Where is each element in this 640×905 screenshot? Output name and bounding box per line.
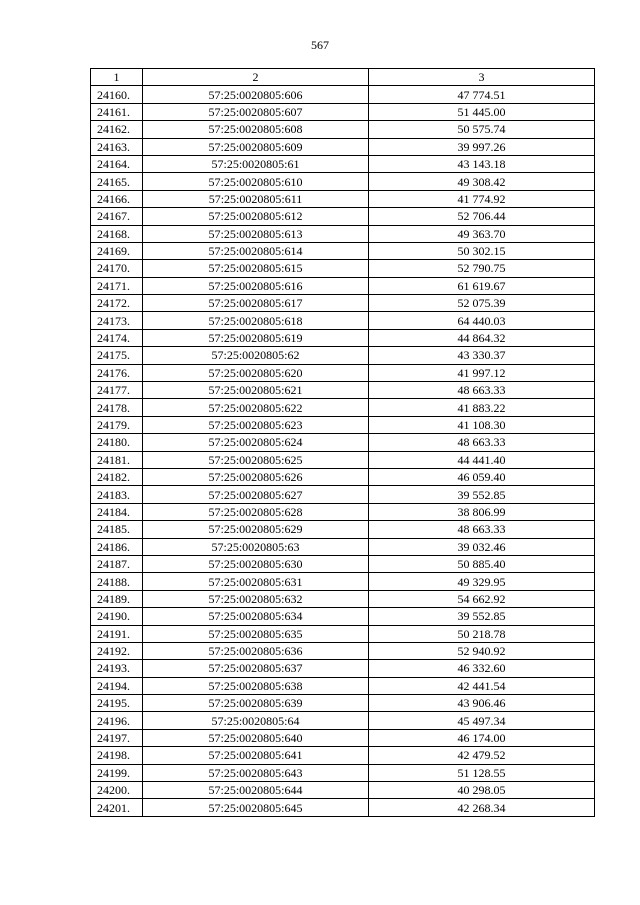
- row-number: 24169.: [91, 242, 143, 259]
- area-value: 49 308.42: [369, 173, 595, 190]
- cadastral-number: 57:25:0020805:636: [143, 642, 369, 659]
- row-number: 24183.: [91, 486, 143, 503]
- column-header-3: 3: [369, 69, 595, 86]
- table-row: [91, 799, 595, 816]
- cadastral-number: 57:25:0020805:635: [143, 625, 369, 642]
- column-header-1: 1: [91, 69, 143, 86]
- area-value: 44 441.40: [369, 451, 595, 468]
- table-row: [91, 225, 595, 242]
- row-number: 24197.: [91, 729, 143, 746]
- cadastral-number: 57:25:0020805:63: [143, 538, 369, 555]
- area-value: 49 363.70: [369, 225, 595, 242]
- area-value: 50 575.74: [369, 121, 595, 138]
- area-value: 42 268.34: [369, 799, 595, 816]
- row-number: 24190.: [91, 608, 143, 625]
- row-number: 24179.: [91, 416, 143, 433]
- cadastral-number: 57:25:0020805:629: [143, 521, 369, 538]
- cadastral-number: 57:25:0020805:630: [143, 555, 369, 572]
- table-row: [91, 712, 595, 729]
- table-row: [91, 642, 595, 659]
- row-number: 24176.: [91, 364, 143, 381]
- area-value: 41 883.22: [369, 399, 595, 416]
- cadastral-number: 57:25:0020805:624: [143, 434, 369, 451]
- area-value: 39 032.46: [369, 538, 595, 555]
- cadastral-number: 57:25:0020805:613: [143, 225, 369, 242]
- page-number: 567: [311, 38, 329, 52]
- row-number: 24165.: [91, 173, 143, 190]
- table-row: [91, 86, 595, 103]
- row-number: 24164.: [91, 155, 143, 172]
- area-value: 50 885.40: [369, 555, 595, 572]
- area-value: 49 329.95: [369, 573, 595, 590]
- row-number: 24178.: [91, 399, 143, 416]
- table-row: [91, 312, 595, 329]
- table-row: [91, 208, 595, 225]
- table-row: [91, 764, 595, 781]
- row-number: 24187.: [91, 555, 143, 572]
- area-value: 47 774.51: [369, 86, 595, 103]
- cadastral-number: 57:25:0020805:607: [143, 103, 369, 120]
- table-row: [91, 242, 595, 259]
- table-row: [91, 260, 595, 277]
- cadastral-number: 57:25:0020805:626: [143, 468, 369, 485]
- row-number: 24163.: [91, 138, 143, 155]
- row-number: 24191.: [91, 625, 143, 642]
- area-value: 46 059.40: [369, 468, 595, 485]
- cadastral-number: 57:25:0020805:634: [143, 608, 369, 625]
- table-row: [91, 347, 595, 364]
- area-value: 64 440.03: [369, 312, 595, 329]
- row-number: 24167.: [91, 208, 143, 225]
- row-number: 24185.: [91, 521, 143, 538]
- cadastral-number: 57:25:0020805:608: [143, 121, 369, 138]
- table-row: [91, 434, 595, 451]
- table-row: [91, 486, 595, 503]
- register-table: [90, 68, 595, 817]
- row-number: 24172.: [91, 295, 143, 312]
- cadastral-number: 57:25:0020805:616: [143, 277, 369, 294]
- area-value: 52 075.39: [369, 295, 595, 312]
- table-row: [91, 295, 595, 312]
- table-row: [91, 155, 595, 172]
- table-row: [91, 364, 595, 381]
- area-value: 52 790.75: [369, 260, 595, 277]
- area-value: 42 441.54: [369, 677, 595, 694]
- area-value: 48 663.33: [369, 521, 595, 538]
- table-row: [91, 399, 595, 416]
- cadastral-number: 57:25:0020805:640: [143, 729, 369, 746]
- cadastral-number: 57:25:0020805:619: [143, 329, 369, 346]
- row-number: 24198.: [91, 747, 143, 764]
- cadastral-number: 57:25:0020805:617: [143, 295, 369, 312]
- table-row: [91, 538, 595, 555]
- table-row: [91, 729, 595, 746]
- cadastral-number: 57:25:0020805:64: [143, 712, 369, 729]
- area-value: 61 619.67: [369, 277, 595, 294]
- table-row: [91, 660, 595, 677]
- cadastral-number: 57:25:0020805:614: [143, 242, 369, 259]
- row-number: 24174.: [91, 329, 143, 346]
- area-value: 52 940.92: [369, 642, 595, 659]
- cadastral-number: 57:25:0020805:638: [143, 677, 369, 694]
- cadastral-number: 57:25:0020805:643: [143, 764, 369, 781]
- row-number: 24192.: [91, 642, 143, 659]
- row-number: 24189.: [91, 590, 143, 607]
- area-value: 41 108.30: [369, 416, 595, 433]
- cadastral-number: 57:25:0020805:631: [143, 573, 369, 590]
- area-value: 54 662.92: [369, 590, 595, 607]
- area-value: 43 906.46: [369, 695, 595, 712]
- row-number: 24177.: [91, 382, 143, 399]
- row-number: 24186.: [91, 538, 143, 555]
- table-row: [91, 451, 595, 468]
- cadastral-number: 57:25:0020805:618: [143, 312, 369, 329]
- table-row: [91, 555, 595, 572]
- cadastral-number: 57:25:0020805:637: [143, 660, 369, 677]
- row-number: 24162.: [91, 121, 143, 138]
- cadastral-number: 57:25:0020805:623: [143, 416, 369, 433]
- area-value: 45 497.34: [369, 712, 595, 729]
- table-row: [91, 121, 595, 138]
- table-row: [91, 173, 595, 190]
- row-number: 24201.: [91, 799, 143, 816]
- cadastral-number: 57:25:0020805:645: [143, 799, 369, 816]
- row-number: 24195.: [91, 695, 143, 712]
- area-value: 48 663.33: [369, 382, 595, 399]
- table-row: [91, 747, 595, 764]
- area-value: 50 218.78: [369, 625, 595, 642]
- column-header-2: 2: [143, 69, 369, 86]
- table-row: [91, 625, 595, 642]
- table-header-row: [91, 69, 595, 86]
- area-value: 48 663.33: [369, 434, 595, 451]
- table-row: [91, 573, 595, 590]
- table-row: [91, 468, 595, 485]
- row-number: 24194.: [91, 677, 143, 694]
- row-number: 24196.: [91, 712, 143, 729]
- cadastral-number: 57:25:0020805:615: [143, 260, 369, 277]
- cadastral-number: 57:25:0020805:625: [143, 451, 369, 468]
- row-number: 24175.: [91, 347, 143, 364]
- area-value: 39 997.26: [369, 138, 595, 155]
- cadastral-number: 57:25:0020805:639: [143, 695, 369, 712]
- area-value: 42 479.52: [369, 747, 595, 764]
- area-value: 41 774.92: [369, 190, 595, 207]
- row-number: 24200.: [91, 782, 143, 799]
- cadastral-number: 57:25:0020805:632: [143, 590, 369, 607]
- cadastral-number: 57:25:0020805:622: [143, 399, 369, 416]
- row-number: 24168.: [91, 225, 143, 242]
- area-value: 39 552.85: [369, 486, 595, 503]
- table-row: [91, 695, 595, 712]
- area-value: 43 330.37: [369, 347, 595, 364]
- area-value: 44 864.32: [369, 329, 595, 346]
- row-number: 24193.: [91, 660, 143, 677]
- row-number: 24171.: [91, 277, 143, 294]
- area-value: 51 445.00: [369, 103, 595, 120]
- cadastral-number: 57:25:0020805:62: [143, 347, 369, 364]
- table-row: [91, 329, 595, 346]
- area-value: 41 997.12: [369, 364, 595, 381]
- area-value: 38 806.99: [369, 503, 595, 520]
- area-value: 43 143.18: [369, 155, 595, 172]
- area-value: 52 706.44: [369, 208, 595, 225]
- table-row: [91, 590, 595, 607]
- cadastral-number: 57:25:0020805:609: [143, 138, 369, 155]
- table-row: [91, 782, 595, 799]
- area-value: 40 298.05: [369, 782, 595, 799]
- table-row: [91, 103, 595, 120]
- row-number: 24188.: [91, 573, 143, 590]
- cadastral-number: 57:25:0020805:621: [143, 382, 369, 399]
- row-number: 24184.: [91, 503, 143, 520]
- table-row: [91, 677, 595, 694]
- table-row: [91, 521, 595, 538]
- table-row: [91, 190, 595, 207]
- row-number: 24180.: [91, 434, 143, 451]
- table-body: [91, 86, 595, 816]
- cadastral-number: 57:25:0020805:606: [143, 86, 369, 103]
- area-value: 50 302.15: [369, 242, 595, 259]
- table-row: [91, 503, 595, 520]
- table-row: [91, 382, 595, 399]
- table-row: [91, 416, 595, 433]
- table-row: [91, 277, 595, 294]
- row-number: 24166.: [91, 190, 143, 207]
- cadastral-number: 57:25:0020805:611: [143, 190, 369, 207]
- cadastral-number: 57:25:0020805:641: [143, 747, 369, 764]
- row-number: 24181.: [91, 451, 143, 468]
- cadastral-number: 57:25:0020805:61: [143, 155, 369, 172]
- cadastral-number: 57:25:0020805:628: [143, 503, 369, 520]
- row-number: 24161.: [91, 103, 143, 120]
- area-value: 51 128.55: [369, 764, 595, 781]
- area-value: 46 174.00: [369, 729, 595, 746]
- row-number: 24182.: [91, 468, 143, 485]
- cadastral-number: 57:25:0020805:644: [143, 782, 369, 799]
- cadastral-number: 57:25:0020805:612: [143, 208, 369, 225]
- cadastral-number: 57:25:0020805:627: [143, 486, 369, 503]
- table-row: [91, 138, 595, 155]
- area-value: 46 332.60: [369, 660, 595, 677]
- cadastral-number: 57:25:0020805:610: [143, 173, 369, 190]
- row-number: 24199.: [91, 764, 143, 781]
- row-number: 24160.: [91, 86, 143, 103]
- table-row: [91, 608, 595, 625]
- row-number: 24173.: [91, 312, 143, 329]
- area-value: 39 552.85: [369, 608, 595, 625]
- row-number: 24170.: [91, 260, 143, 277]
- cadastral-number: 57:25:0020805:620: [143, 364, 369, 381]
